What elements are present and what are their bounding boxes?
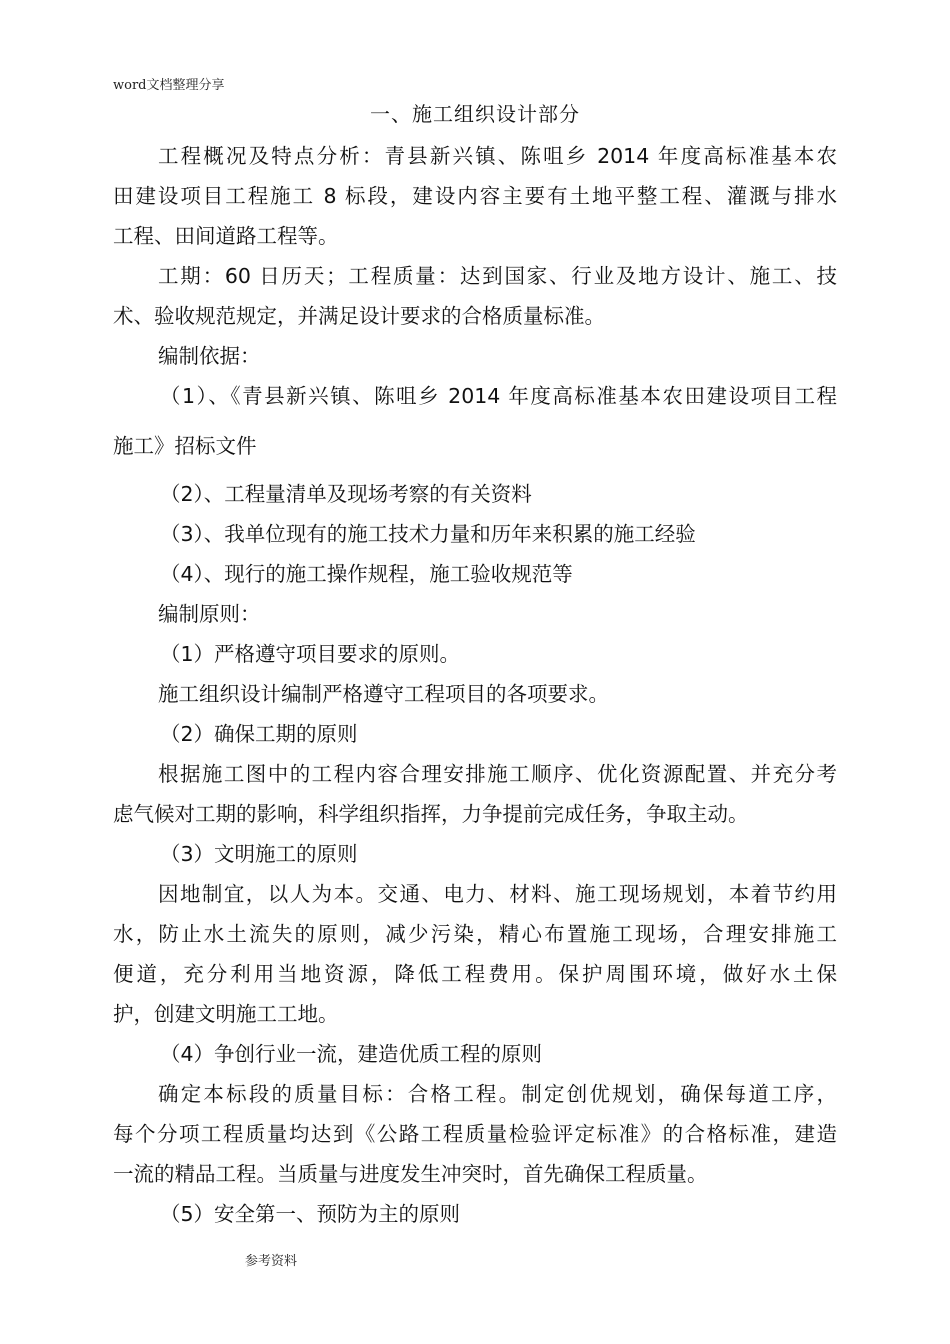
paragraph-line: 施工组织设计编制严格遵守工程项目的各项要求。 [158, 682, 609, 706]
paragraph-line: 施工》招标文件 [113, 434, 257, 458]
list-item: （2）、工程量清单及现场考察的有关资料 [160, 482, 532, 506]
paragraph-line: 每个分项工程质量均达到《公路工程质量检验评定标准》的合格标准，建造 [113, 1122, 837, 1146]
subheading: （3）文明施工的原则 [160, 842, 358, 866]
page-footer: 参考资料 [245, 1254, 298, 1269]
paragraph-line: 术、验收规范规定，并满足设计要求的合格质量标准。 [113, 304, 605, 328]
paragraph-line: 田建设项目工程施工 8 标段，建设内容主要有土地平整工程、灌溉与排水 [113, 184, 837, 208]
paragraph-line: 编制原则： [158, 602, 261, 626]
paragraph-line: 水，防止水土流失的原则，减少污染，精心布置施工现场，合理安排施工 [113, 922, 837, 946]
paragraph-line: （1）、《青县新兴镇、陈咀乡 2014 年度高标准基本农田建设项目工程 [160, 384, 837, 408]
paragraph-line: 因地制宜，以人为本。交通、电力、材料、施工现场规划，本着节约用 [158, 882, 837, 906]
paragraph-line: 工期：60 日历天；工程质量：达到国家、行业及地方设计、施工、技 [158, 264, 837, 288]
list-item: （3）、我单位现有的施工技术力量和历年来积累的施工经验 [160, 522, 696, 546]
paragraph-line: 工程、田间道路工程等。 [113, 224, 339, 248]
paragraph-line: 虑气候对工期的影响，科学组织指挥，力争提前完成任务，争取主动。 [113, 802, 749, 826]
page-header: word文档整理分享 [113, 78, 225, 93]
subheading: （2）确保工期的原则 [160, 722, 358, 746]
subheading: （4）争创行业一流，建造优质工程的原则 [160, 1042, 543, 1066]
paragraph-line: 护，创建文明施工工地。 [113, 1002, 339, 1026]
section-title: 一、施工组织设计部分 [370, 102, 580, 126]
paragraph-line: 便道，充分利用当地资源，降低工程费用。保护周围环境，做好水土保 [113, 962, 837, 986]
paragraph-line: 编制依据： [158, 344, 261, 368]
subheading: （5）安全第一、预防为主的原则 [160, 1202, 461, 1226]
paragraph-line: 确定本标段的质量目标：合格工程。制定创优规划，确保每道工序， [158, 1082, 837, 1106]
paragraph-line: 一流的精品工程。当质量与进度发生冲突时，首先确保工程质量。 [113, 1162, 708, 1186]
paragraph-line: 工程概况及特点分析：青县新兴镇、陈咀乡 2014 年度高标准基本农 [158, 144, 837, 168]
subheading: （1）严格遵守项目要求的原则。 [160, 642, 461, 666]
list-item: （4）、现行的施工操作规程，施工验收规范等 [160, 562, 573, 586]
paragraph-line: 根据施工图中的工程内容合理安排施工顺序、优化资源配置、并充分考 [158, 762, 837, 786]
